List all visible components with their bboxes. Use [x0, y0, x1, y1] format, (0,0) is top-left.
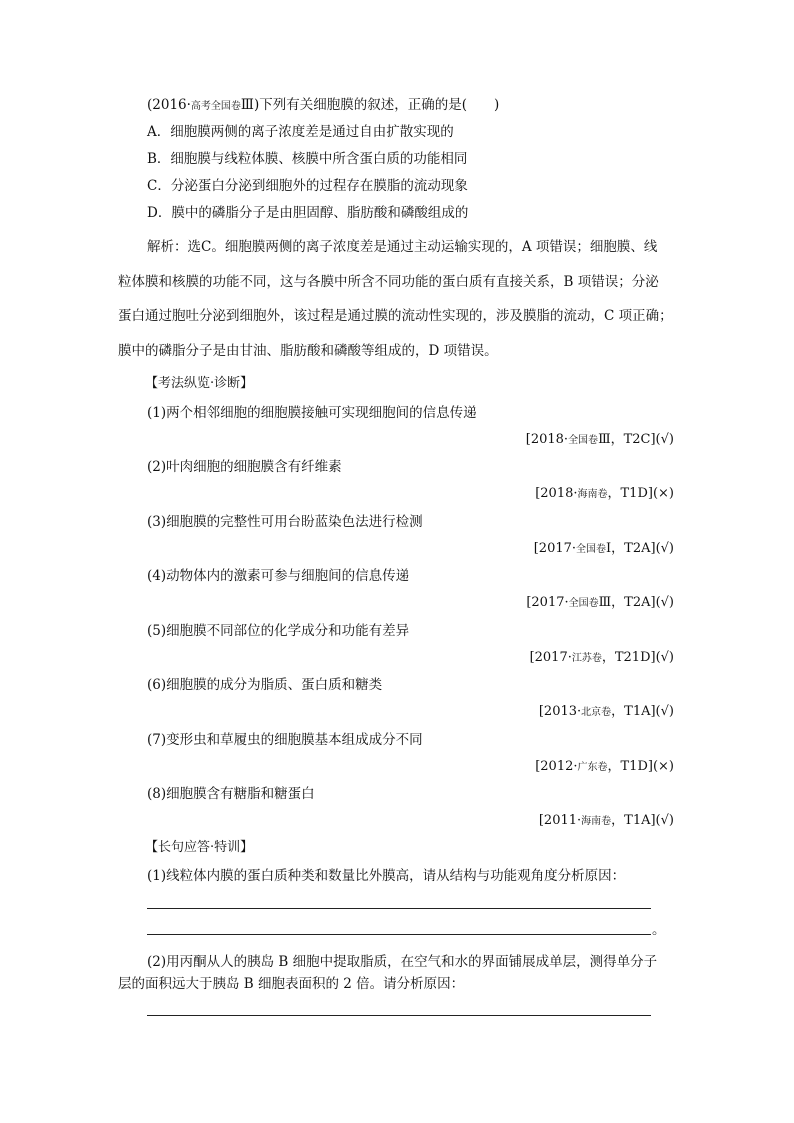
option-a: A．细胞膜两侧的离子浓度差是通过自由扩散实现的 — [147, 124, 454, 140]
source-exam: 高考全国卷 — [190, 101, 241, 112]
statement-7: (7)变形虫和草履虫的细胞膜基本组成成分不同 — [147, 732, 423, 748]
analysis-line-1: 解析：选C。细胞膜两侧的离子浓度差是通过主动运输实现的，A 项错误；细胞膜、线 — [147, 239, 658, 255]
statement-8-source: [2011·海南卷，T1A](√) — [538, 813, 674, 828]
statement-6: (6)细胞膜的成分为脂质、蛋白质和糖类 — [147, 677, 383, 693]
long-question-2-line-1: (2)用丙酮从人的胰岛 B 细胞中提取脂质，在空气和水的界面铺展成单层，测得单分子 — [147, 954, 658, 970]
statement-7-source: [2012·广东卷，T1D](×) — [535, 759, 674, 774]
analysis-line-4: 膜中的磷脂分子是由甘油、脂肪酸和磷酸等组成的，D 项错误。 — [118, 343, 498, 359]
analysis-line-3: 蛋白通过胞吐分泌到细胞外，该过程是通过膜的流动性实现的，涉及膜脂的流动，C 项正确； — [118, 308, 673, 324]
answer-line-3[interactable] — [147, 1015, 651, 1016]
statement-8: (8)细胞膜含有糖脂和糖蛋白 — [147, 786, 315, 802]
analysis-line-2: 粒体膜和核膜的功能不同，这与各膜中所含不同功能的蛋白质有直接关系，B 项错误；分泌 — [118, 274, 659, 290]
statement-4: (4)动物体内的激素可参与细胞间的信息传递 — [147, 568, 410, 584]
statement-2: (2)叶肉细胞的细胞膜含有纤维素 — [147, 459, 342, 475]
statement-3-source: [2017·全国卷Ⅰ，T2A](√) — [533, 541, 674, 556]
statement-2-source: [2018·海南卷，T1D](×) — [535, 486, 674, 501]
statement-3: (3)细胞膜的完整性可用台盼蓝染色法进行检测 — [147, 514, 423, 530]
statement-1-source: [2018·全国卷Ⅲ，T2C](√) — [525, 432, 674, 447]
option-c: C．分泌蛋白分泌到细胞外的过程存在膜脂的流动现象 — [147, 178, 468, 194]
statement-5: (5)细胞膜不同部位的化学成分和功能有差异 — [147, 623, 410, 639]
statement-6-source: [2013·北京卷，T1A](√) — [538, 704, 674, 719]
section-title-diagnosis: 【考法纵览·诊断】 — [145, 376, 254, 391]
statement-5-source: [2017·江苏卷，T21D](√) — [529, 650, 674, 665]
answer-line-1[interactable] — [147, 908, 651, 909]
section-title-long-answer: 【长句应答·特训】 — [145, 840, 254, 855]
answer-period: 。 — [652, 922, 666, 938]
long-question-2-line-2: 层的面积远大于胰岛 B 细胞表面积的 2 倍。请分析原因： — [118, 976, 465, 992]
answer-line-2[interactable] — [147, 934, 651, 935]
question-stem: (2016·高考全国卷Ⅲ)下列有关细胞膜的叙述，正确的是( ) — [147, 97, 500, 113]
option-d: D．膜中的磷脂分子是由胆固醇、脂肪酸和磷酸组成的 — [147, 205, 469, 221]
long-question-1: (1)线粒体内膜的蛋白质种类和数量比外膜高，请从结构与功能观角度分析原因： — [147, 868, 626, 884]
statement-1: (1)两个相邻细胞的细胞膜接触可实现细胞间的信息传递 — [147, 405, 477, 421]
option-b: B．细胞膜与线粒体膜、核膜中所含蛋白质的功能相同 — [147, 151, 468, 167]
statement-4-source: [2017·全国卷Ⅲ，T2A](√) — [526, 595, 674, 610]
